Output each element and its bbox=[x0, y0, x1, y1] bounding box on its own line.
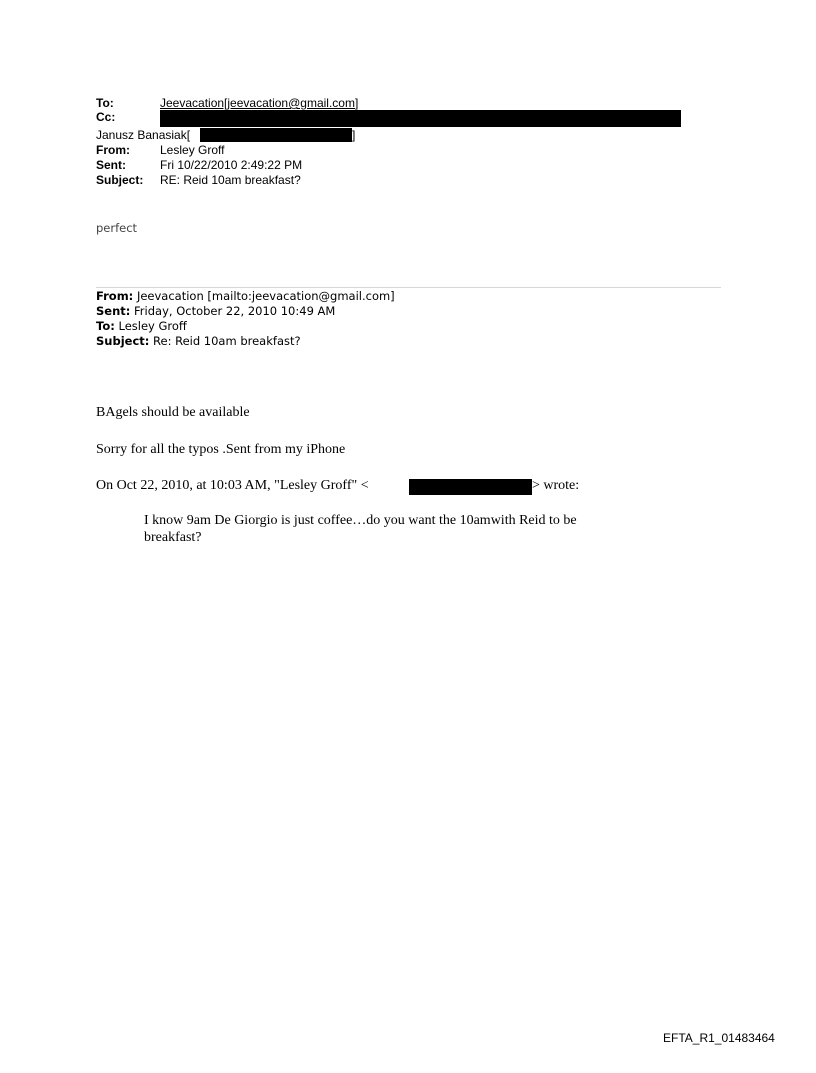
cc-email-redaction bbox=[200, 128, 352, 142]
cc-continuation-name: Janusz Banasiak[ bbox=[96, 128, 191, 142]
wrote-prefix: On Oct 22, 2010, at 10:03 AM, "Lesley Groff" < bbox=[96, 478, 369, 493]
from-label: From: bbox=[96, 143, 130, 157]
email-redaction bbox=[409, 479, 532, 495]
quoted-to-line bbox=[96, 320, 187, 333]
quoted-to-value: Lesley Groff bbox=[118, 319, 187, 333]
quoted-from-label: From: bbox=[96, 289, 134, 303]
quote-line-2: breakfast? bbox=[144, 530, 202, 545]
quoted-to-label: To: bbox=[96, 319, 115, 333]
wrote-suffix: > wrote: bbox=[532, 478, 580, 493]
quoted-from-line bbox=[96, 290, 395, 303]
quoted-sent-value: Friday, October 22, 2010 10:49 AM bbox=[134, 304, 336, 318]
quoted-subject-label: Subject: bbox=[96, 334, 150, 348]
sent-value: Fri 10/22/2010 2:49:22 PM bbox=[160, 158, 303, 172]
to-value[interactable]: Jeevacation[jeevacation@gmail.com] bbox=[160, 96, 359, 110]
subject-value: RE: Reid 10am breakfast? bbox=[160, 173, 301, 187]
cc-continuation-close: ] bbox=[352, 128, 356, 142]
quoted-sent-label: Sent: bbox=[96, 304, 131, 318]
quoted-divider bbox=[96, 287, 721, 288]
document-id: EFTA_R1_01483464 bbox=[663, 1031, 775, 1045]
from-value: Lesley Groff bbox=[160, 143, 225, 157]
reply-body: perfect bbox=[96, 221, 138, 235]
quoted-subject-value: Re: Reid 10am breakfast? bbox=[153, 334, 301, 348]
quoted-sent-line bbox=[96, 305, 335, 318]
cc-redaction bbox=[160, 110, 681, 127]
cc-label: Cc: bbox=[96, 110, 116, 124]
subject-label: Subject: bbox=[96, 173, 144, 187]
quote-line-1: I know 9am De Giorgio is just coffee…do you want the 10amwith Reid to be bbox=[144, 513, 577, 528]
sent-label: Sent: bbox=[96, 158, 126, 172]
quoted-from-value[interactable]: Jeevacation [mailto:jeevacation@gmail.com] bbox=[136, 289, 395, 303]
quoted-subject-line bbox=[96, 335, 301, 348]
message-line-1: BAgels should be available bbox=[96, 405, 250, 420]
to-label: To: bbox=[96, 96, 114, 110]
message-line-2: Sorry for all the typos .Sent from my iPhone bbox=[96, 442, 346, 457]
